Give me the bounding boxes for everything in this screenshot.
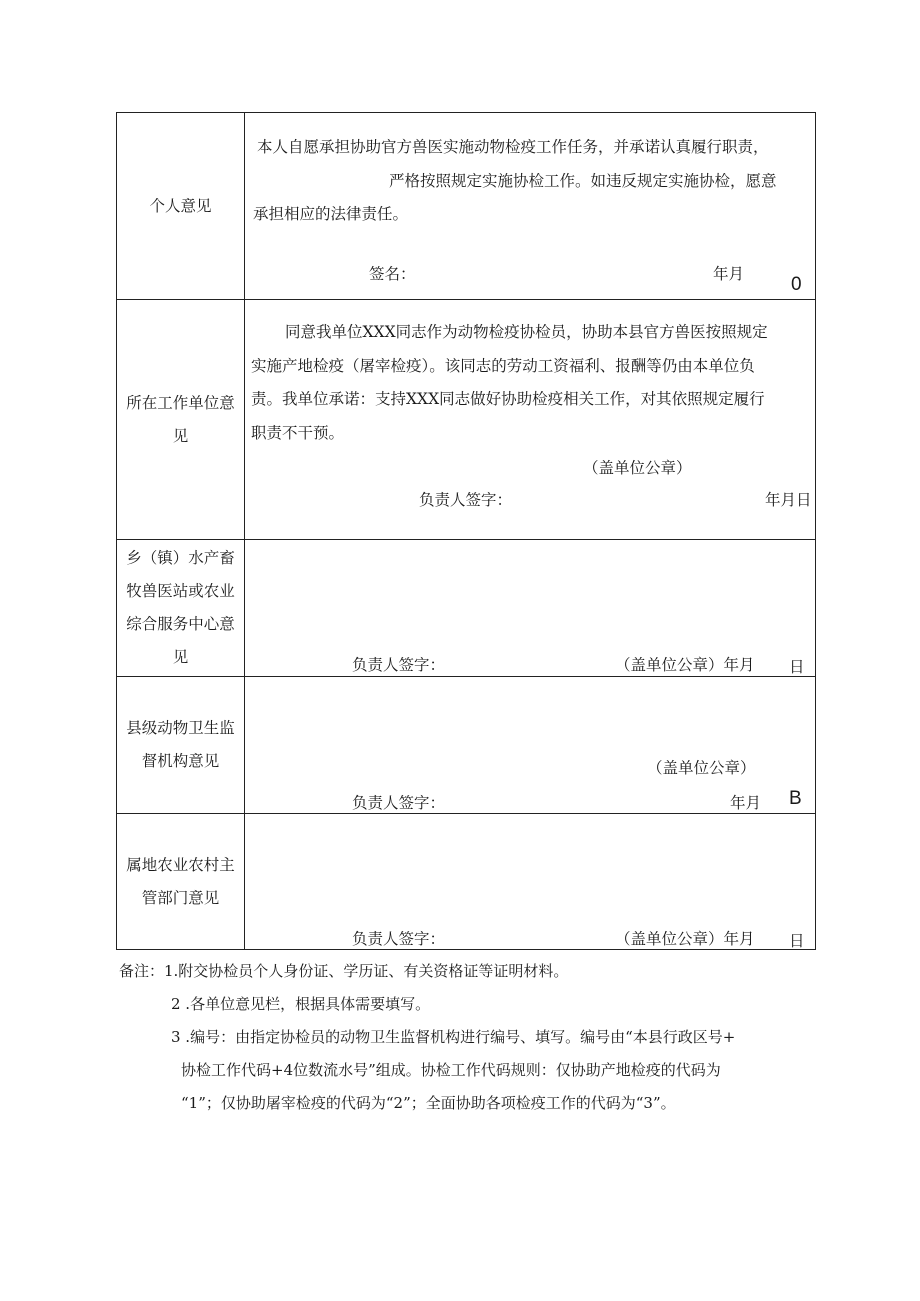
personal-statement-line-2: 严格按照规定实施协检工作。如违反规定实施协检，愿意 [389, 172, 777, 190]
work-unit-line-1: 同意我单位XXX同志作为动物检疫协检员，协助本县官方兽医按照规定 [285, 323, 768, 341]
seal-date-label: （盖单位公章）年月 [615, 656, 755, 674]
page-mark: 0 [791, 274, 802, 295]
row-township-opinion [117, 540, 815, 677]
label-agriculture-opinion: 属地农业农村主 管部门意见 [117, 814, 245, 950]
row-county-opinion [117, 677, 815, 814]
approval-form-table [116, 112, 816, 950]
seal-date-label: （盖单位公章）年月 [615, 930, 755, 948]
row-personal-opinion [117, 113, 815, 300]
remark-3-line-3: “1”；仅协助屠宰检疫的代码为“2”；全面协助各项检疫工作的代码为“3”。 [181, 1094, 676, 1112]
date-label: 年月 [730, 794, 762, 812]
personal-statement-line-1: 本人自愿承担协助官方兽医实施动物检疫工作任务，并承诺认真履行职责， [257, 138, 769, 156]
personal-statement-line-3: 承担相应的法律责任。 [253, 205, 409, 223]
remark-3-line-1: 3 .编号：由指定协检员的动物卫生监督机构进行编号、填写。编号由“本县行政区号+ [171, 1028, 736, 1046]
leader-signature-label: 负责人签字： [419, 491, 513, 509]
page-mark: B [789, 788, 802, 809]
row-work-unit-opinion [117, 300, 815, 540]
work-unit-line-3: 责。我单位承诺：支持XXX同志做好协助检疫相关工作，对其依照规定履行 [251, 390, 765, 408]
personal-opinion-content [245, 113, 815, 299]
remark-3-line-2: 协检工作代码+4位数流水号”组成。协检工作代码规则：仅协助产地检疫的代码为 [181, 1061, 721, 1079]
label-township-opinion: 乡（镇）水产畜 牧兽医站或农业 综合服务中心意 见 [117, 540, 245, 676]
work-unit-line-4: 职责不干预。 [251, 424, 345, 442]
row-agriculture-opinion [117, 814, 815, 950]
day-label: 日 [789, 932, 805, 950]
township-opinion-content [245, 540, 815, 676]
date-label: 年月 [713, 265, 745, 283]
label-personal-opinion: 个人意见 [117, 113, 245, 299]
work-unit-opinion-content [245, 300, 815, 539]
remark-1: 备注：1.附交协检员个人身份证、学历证、有关资格证等证明材料。 [119, 962, 569, 980]
label-county-opinion: 县级动物卫生监 督机构意见 [117, 677, 245, 813]
label-work-unit-opinion: 所在工作单位意 见 [117, 300, 245, 539]
remark-2: 2 .各单位意见栏，根据具体需要填写。 [171, 995, 431, 1013]
leader-signature-label: 负责人签字： [352, 930, 446, 948]
county-opinion-content [245, 677, 815, 813]
day-label: 日 [789, 658, 805, 676]
leader-signature-label: 负责人签字： [352, 656, 446, 674]
seal-label: （盖单位公章） [647, 759, 756, 777]
work-unit-line-2: 实施产地检疫（屠宰检疫）。该同志的劳动工资福利、报酬等仍由本单位负 [251, 357, 755, 375]
date-label: 年月日 [765, 491, 812, 509]
seal-label: （盖单位公章） [583, 459, 692, 477]
leader-signature-label: 负责人签字： [352, 794, 446, 812]
agriculture-opinion-content [245, 814, 815, 950]
signature-label: 签名： [369, 265, 416, 283]
